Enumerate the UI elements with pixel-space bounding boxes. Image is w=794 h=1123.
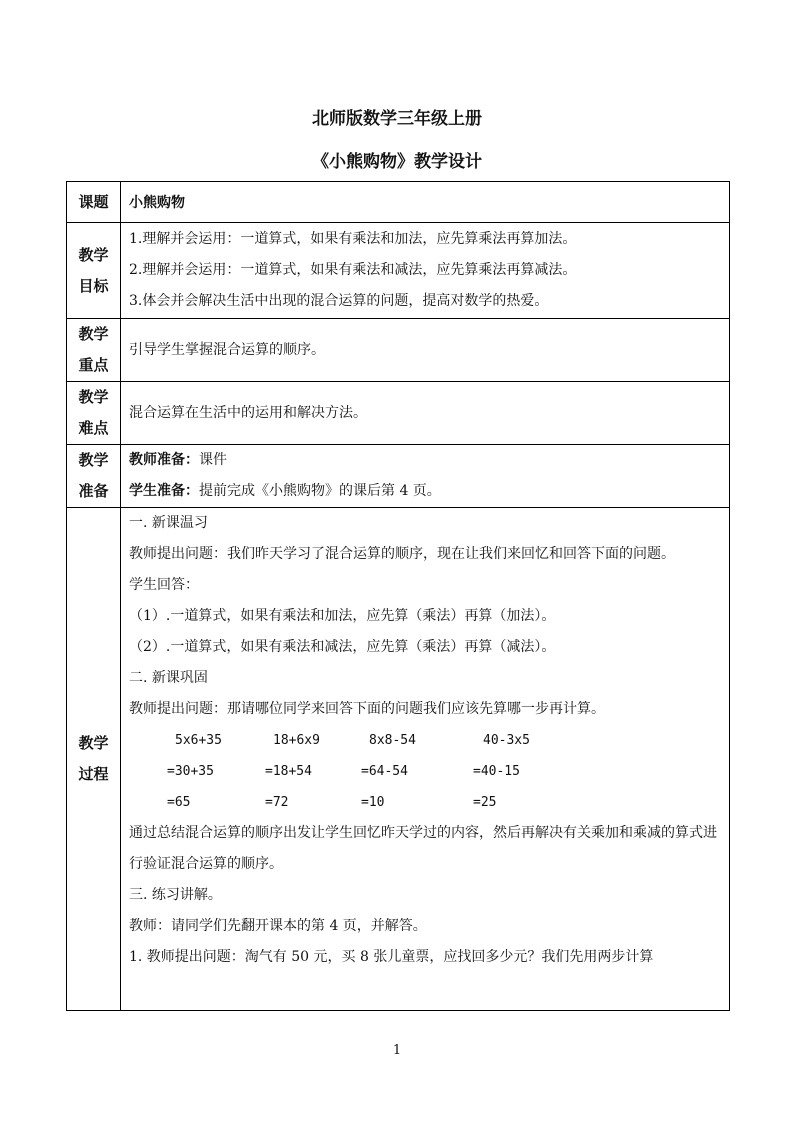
difficulty-content: 混合运算在生活中的运用和解决方法。	[121, 382, 730, 445]
document-subtitle: 《小熊购物》教学设计	[312, 152, 482, 172]
calc-cell: =18+54	[265, 764, 312, 779]
calc-cell: =10	[361, 795, 385, 810]
calc-row	[129, 756, 723, 787]
row-topic	[67, 182, 730, 223]
calc-cell: =64-54	[361, 764, 408, 779]
student-prep-value: 提前完成《小熊购物》的课后第 4 页。	[199, 483, 441, 499]
label-key: 教学 重点	[67, 319, 121, 382]
section-heading: 二. 新课巩固	[129, 670, 208, 686]
label-difficulty: 教学 难点	[67, 382, 121, 445]
row-prep	[67, 445, 730, 508]
label-topic: 课题	[67, 182, 121, 223]
row-key	[67, 319, 730, 382]
exercise-item: 1. 教师提出问题：淘气有 50 元，买 8 张儿童票，应找回多少元？我们先用两步计算	[129, 949, 654, 965]
label-process: 教学 过程	[67, 508, 121, 1011]
prep-content	[121, 445, 730, 508]
answer-item: （1）.一道算式，如果有乘法和加法，应先算（乘法）再算（加法）。	[129, 608, 556, 624]
row-goals	[67, 223, 730, 319]
label-goals: 教学 目标	[67, 223, 121, 319]
calc-cell: =40-15	[473, 764, 520, 779]
teacher-instruction: 教师：请同学们先翻开课本的第 4 页，并解答。	[129, 918, 427, 934]
section-heading: 三. 练习讲解。	[129, 887, 222, 903]
process-content	[121, 508, 730, 1011]
calc-cell: =72	[265, 795, 289, 810]
document-title: 北师版数学三年级上册	[312, 109, 482, 129]
calc-cell: =25	[473, 795, 497, 810]
calc-cell: 18+6x9	[273, 733, 320, 748]
page-number: 1	[392, 1043, 402, 1058]
calc-row	[129, 787, 723, 818]
teacher-question: 教师提出问题：我们昨天学习了混合运算的顺序，现在让我们来回忆和回答下面的问题。	[129, 546, 675, 562]
calc-cell: 8x8-54	[369, 733, 416, 748]
teacher-question: 教师提出问题：那请哪位同学来回答下面的问题我们应该先算哪一步再计算。	[129, 701, 605, 717]
calc-cell: =30+35	[167, 764, 214, 779]
label-prep: 教学 准备	[67, 445, 121, 508]
teacher-prep-value: 课件	[199, 452, 227, 468]
answer-label: 学生回答：	[129, 577, 199, 593]
row-process	[67, 508, 730, 1011]
summary-text: 通过总结混合运算的顺序出发让学生回忆昨天学过的内容，然后再解决有关乘加和乘减的算式进行验证混合运算的顺序。	[129, 825, 717, 872]
goal-item: 2.理解并会运用：一道算式，如果有乘法和减法，应先算乘法再算减法。	[129, 262, 577, 278]
topic-value: 小熊购物	[121, 182, 730, 223]
section-heading: 一. 新课温习	[129, 515, 208, 531]
goal-item: 1.理解并会运用：一道算式，如果有乘法和加法，应先算乘法再算加法。	[129, 231, 577, 247]
calc-cell: =65	[167, 795, 191, 810]
row-difficulty	[67, 382, 730, 445]
student-prep-label: 学生准备：	[129, 483, 199, 499]
lesson-plan-table	[66, 181, 730, 1011]
goals-content	[121, 223, 730, 319]
calc-row	[129, 725, 723, 756]
teacher-prep-label: 教师准备：	[129, 452, 199, 468]
calc-cell: 40-3x5	[483, 733, 530, 748]
key-content: 引导学生掌握混合运算的顺序。	[121, 319, 730, 382]
calc-cell: 5x6+35	[175, 733, 222, 748]
answer-item: （2）.一道算式，如果有乘法和减法，应先算（乘法）再算（减法）。	[129, 639, 556, 655]
goal-item: 3.体会并会解决生活中出现的混合运算的问题，提高对数学的热爱。	[129, 293, 549, 309]
